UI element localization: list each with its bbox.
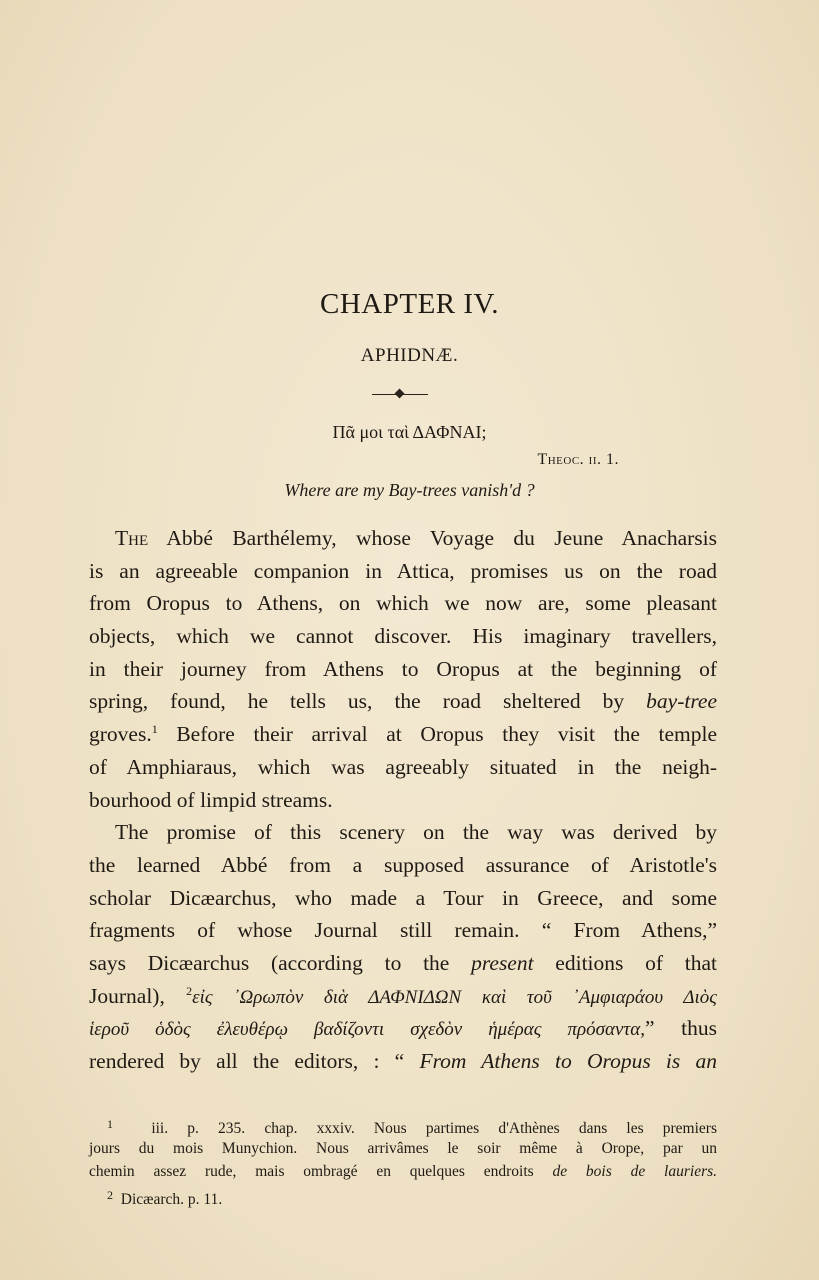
text-run: says Dicæarchus (according to the xyxy=(89,950,472,975)
body-line xyxy=(89,980,717,1013)
body-line xyxy=(89,1012,717,1045)
italic-run: bay-tree xyxy=(646,689,717,714)
footnotes xyxy=(89,1113,717,1207)
body-line xyxy=(89,718,717,751)
epigraph-translation: Where are my Bay-trees vanish'd ? xyxy=(284,480,535,500)
italic-run: present xyxy=(471,950,534,975)
body-line: objects, which we cannot discover. His imaginary travellers, xyxy=(89,624,717,649)
text-run: Before their arrival at Oropus they visit the temple xyxy=(157,722,717,747)
epigraph-source: Theoc. ii. 1. xyxy=(537,451,619,468)
text-run: iii. p. 235. chap. xxxiv. Nous partimes d'Athènes dans les premiers xyxy=(151,1120,717,1137)
body-text xyxy=(89,522,717,1078)
footnote-number: 2 xyxy=(107,1187,113,1202)
text-run: Dicæarch. p. 11. xyxy=(120,1190,223,1208)
body-line xyxy=(89,685,717,718)
body-line: fragments of whose Journal still remain. “ From Athens,” xyxy=(89,918,717,943)
italic-run: de bois de lauriers. xyxy=(552,1163,718,1180)
chapter-title: CHAPTER IV. xyxy=(320,288,499,320)
body-line: scholar Dicæarchus, who made a Tour in Greece, and some xyxy=(89,885,717,910)
text-run: Abbé Barthélemy, whose Voyage du Jeune Anacharsis xyxy=(148,526,717,550)
text-run: editions of that xyxy=(533,950,717,975)
text-run: Journal), xyxy=(89,983,187,1008)
footnote-ref-2[interactable]: 2 xyxy=(186,983,193,998)
text-run: chemin assez rude, mais ombragé en quelques endroits xyxy=(89,1163,553,1180)
body-line: The promise of this scenery on the way was derived by xyxy=(115,820,717,845)
italic-run: From Athens to Oropus is an xyxy=(419,1049,717,1073)
drop-smallcaps: The xyxy=(115,526,149,550)
chapter-subtitle: APHIDNÆ. xyxy=(360,345,459,366)
body-line: is an agreeable companion in Attica, promises us on the road xyxy=(89,558,717,583)
footnote-ref-1[interactable]: 1 xyxy=(151,722,158,737)
text-run: groves. xyxy=(89,722,152,747)
footnote-number: 1 xyxy=(107,1117,113,1131)
text-run: spring, found, he tells us, the road sheltered by xyxy=(89,689,647,714)
body-line: bourhood of limpid streams. xyxy=(89,787,333,812)
body-line xyxy=(89,1045,717,1078)
body-line xyxy=(89,522,717,555)
ornament-diamond-icon xyxy=(395,389,405,399)
text-run: ” thus xyxy=(644,1016,717,1041)
body-line: the learned Abbé from a supposed assurance of Aristotle's xyxy=(89,852,717,877)
footnote-1 xyxy=(89,1113,717,1137)
footnote-2 xyxy=(89,1184,717,1208)
epigraph-greek: Πᾶ μοι ταὶ ΔΑΦΝΑΙ; xyxy=(332,422,487,442)
body-line: in their journey from Athens to Oropus at the beginning of xyxy=(89,656,717,681)
text-run: rendered by all the editors, : “ xyxy=(89,1049,420,1073)
body-line xyxy=(89,947,717,980)
footnote-line xyxy=(89,1160,717,1184)
greek-run: ἱεροῦ ὁδὸς ἐλευθέρῳ βαδίζοντι σχεδὸν ἡμέρας πρόσαντα, xyxy=(89,1019,645,1041)
footnote-line: jours du mois Munychion. Nous arrivâmes le soir même à Orope, par un xyxy=(89,1139,717,1157)
body-line: from Oropus to Athens, on which we now are, some pleasant xyxy=(89,591,717,616)
body-line: of Amphiaraus, which was agreeably situated in the neigh- xyxy=(89,754,717,779)
greek-run: εἰς ᾿Ωρωπὸν διὰ ΔΑΦΝΙΔΩΝ καὶ τοῦ ᾿Αμφιαράου Διὸς xyxy=(192,986,717,1008)
